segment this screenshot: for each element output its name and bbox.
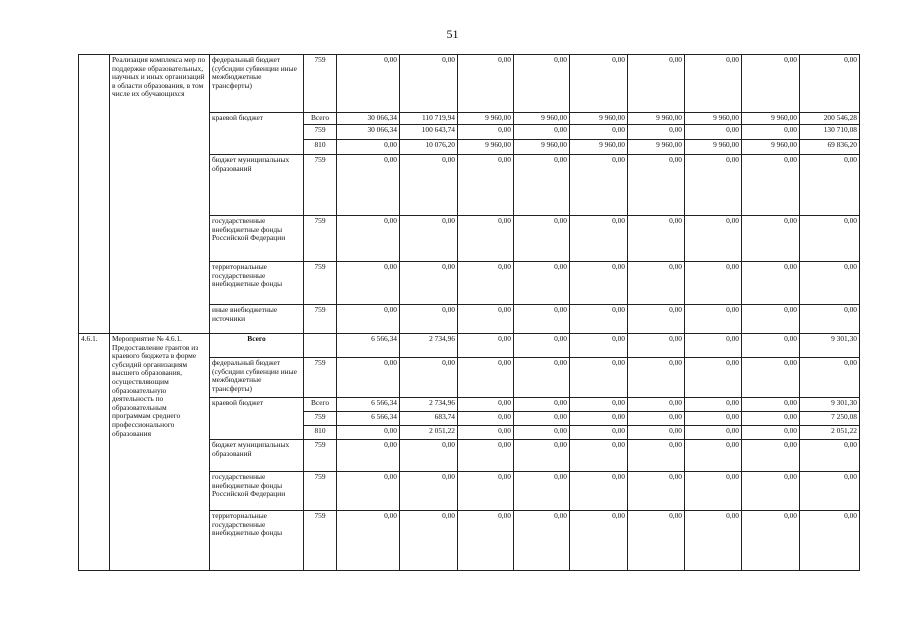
- value-cell: 0,00: [570, 125, 628, 140]
- value-cell: 0,00: [800, 216, 860, 262]
- value-cell: 0,00: [400, 440, 458, 472]
- code-cell: 759: [304, 472, 337, 511]
- value-cell: 0,00: [337, 140, 400, 155]
- value-cell: 0,00: [685, 305, 742, 334]
- value-cell: 0,00: [628, 125, 685, 140]
- value-cell: 0,00: [800, 305, 860, 334]
- value-cell: 0,00: [742, 398, 800, 412]
- value-cell: 0,00: [514, 426, 570, 440]
- code-cell: 759: [304, 125, 337, 140]
- item-index: [79, 55, 110, 334]
- table-row: [79, 334, 860, 358]
- value-cell: 0,00: [628, 511, 685, 571]
- value-cell: 0,00: [337, 216, 400, 262]
- value-cell: 69 836,20: [800, 140, 860, 155]
- value-cell: 0,00: [742, 334, 800, 358]
- value-cell: 0,00: [514, 216, 570, 262]
- item-description: Мероприятие № 4.6.1. Предоставление грантов из краевого бюджета в форме субсидий организациям высшего образования, осуществляющим образовательную деятельность по образовательным программам среднего профессионального образования: [110, 334, 210, 571]
- value-cell: 0,00: [458, 125, 514, 140]
- value-cell: 9 960,00: [685, 140, 742, 155]
- value-cell: 0,00: [628, 412, 685, 426]
- source-label: федеральный бюджет (субсидии субвенции иные межбюджетные трансферты): [210, 55, 304, 113]
- value-cell: 110 719,94: [400, 113, 458, 125]
- value-cell: 0,00: [742, 216, 800, 262]
- total-label: Всего: [210, 334, 304, 358]
- value-cell: 0,00: [514, 155, 570, 216]
- value-cell: 0,00: [570, 55, 628, 113]
- value-cell: 30 066,34: [337, 125, 400, 140]
- value-cell: 0,00: [628, 305, 685, 334]
- budget-table: [78, 54, 860, 571]
- value-cell: 0,00: [742, 511, 800, 571]
- code-cell: Всего: [304, 113, 337, 125]
- value-cell: 0,00: [800, 155, 860, 216]
- value-cell: 0,00: [742, 358, 800, 398]
- value-cell: 6 566,34: [337, 334, 400, 358]
- value-cell: 0,00: [570, 358, 628, 398]
- value-cell: 100 643,74: [400, 125, 458, 140]
- value-cell: 0,00: [628, 216, 685, 262]
- value-cell: 0,00: [337, 305, 400, 334]
- value-cell: 0,00: [742, 472, 800, 511]
- value-cell: 0,00: [337, 55, 400, 113]
- value-cell: 0,00: [337, 155, 400, 216]
- value-cell: 0,00: [685, 262, 742, 305]
- value-cell: 0,00: [800, 358, 860, 398]
- value-cell: 0,00: [570, 216, 628, 262]
- value-cell: 9 960,00: [514, 140, 570, 155]
- source-label: краевой бюджет: [210, 113, 304, 155]
- table-row: [79, 55, 860, 113]
- value-cell: 2 734,96: [400, 398, 458, 412]
- value-cell: 0,00: [742, 305, 800, 334]
- code-cell: 810: [304, 140, 337, 155]
- value-cell: 0,00: [400, 216, 458, 262]
- source-label: территориальные государственные внебюджетные фонды: [210, 262, 304, 305]
- value-cell: 0,00: [514, 334, 570, 358]
- value-cell: 2 734,96: [400, 334, 458, 358]
- value-cell: 0,00: [800, 55, 860, 113]
- page-number: 51: [446, 27, 459, 41]
- value-cell: 0,00: [458, 398, 514, 412]
- value-cell: 0,00: [570, 155, 628, 216]
- value-cell: 0,00: [570, 398, 628, 412]
- value-cell: 0,00: [458, 216, 514, 262]
- code-cell: Всего: [304, 398, 337, 412]
- value-cell: 0,00: [800, 440, 860, 472]
- value-cell: 0,00: [685, 398, 742, 412]
- value-cell: 0,00: [458, 412, 514, 426]
- value-cell: 0,00: [514, 262, 570, 305]
- value-cell: 0,00: [628, 334, 685, 358]
- item-index: 4.6.1.: [79, 334, 110, 571]
- value-cell: 0,00: [458, 55, 514, 113]
- code-cell: 759: [304, 216, 337, 262]
- value-cell: 9 960,00: [628, 113, 685, 125]
- value-cell: 2 051,22: [400, 426, 458, 440]
- value-cell: 0,00: [800, 262, 860, 305]
- value-cell: 0,00: [514, 440, 570, 472]
- value-cell: 0,00: [458, 426, 514, 440]
- value-cell: 0,00: [458, 305, 514, 334]
- value-cell: 0,00: [685, 412, 742, 426]
- value-cell: 9 960,00: [570, 113, 628, 125]
- value-cell: 0,00: [400, 262, 458, 305]
- value-cell: 0,00: [628, 55, 685, 113]
- source-label: государственные внебюджетные фонды Российской Федерации: [210, 472, 304, 511]
- value-cell: 0,00: [685, 125, 742, 140]
- value-cell: 0,00: [337, 472, 400, 511]
- source-label: иные внебюджетные источники: [210, 305, 304, 334]
- value-cell: 0,00: [800, 472, 860, 511]
- value-cell: 0,00: [685, 472, 742, 511]
- source-label: бюджет муниципальных образований: [210, 440, 304, 472]
- value-cell: 0,00: [400, 155, 458, 216]
- value-cell: 0,00: [685, 511, 742, 571]
- value-cell: 0,00: [400, 305, 458, 334]
- value-cell: 0,00: [628, 426, 685, 440]
- value-cell: 0,00: [570, 412, 628, 426]
- value-cell: 0,00: [570, 472, 628, 511]
- source-label: территориальные государственные внебюджетные фонды: [210, 511, 304, 571]
- value-cell: 9 960,00: [742, 113, 800, 125]
- value-cell: 0,00: [458, 334, 514, 358]
- value-cell: 130 710,08: [800, 125, 860, 140]
- value-cell: 0,00: [514, 398, 570, 412]
- value-cell: 0,00: [570, 426, 628, 440]
- value-cell: 0,00: [400, 472, 458, 511]
- source-label: краевой бюджет: [210, 398, 304, 440]
- value-cell: 0,00: [742, 55, 800, 113]
- value-cell: 0,00: [570, 440, 628, 472]
- value-cell: 2 051,22: [800, 426, 860, 440]
- value-cell: 0,00: [742, 412, 800, 426]
- value-cell: 0,00: [742, 426, 800, 440]
- value-cell: 0,00: [458, 511, 514, 571]
- code-cell: 759: [304, 155, 337, 216]
- value-cell: 0,00: [742, 125, 800, 140]
- value-cell: 0,00: [570, 262, 628, 305]
- source-label: федеральный бюджет (субсидии субвенции иные межбюджетные трансферты): [210, 358, 304, 398]
- value-cell: 0,00: [458, 472, 514, 511]
- value-cell: 10 076,20: [400, 140, 458, 155]
- value-cell: 9 960,00: [742, 140, 800, 155]
- code-cell: 759: [304, 305, 337, 334]
- value-cell: 0,00: [628, 440, 685, 472]
- value-cell: 0,00: [570, 305, 628, 334]
- value-cell: 0,00: [458, 155, 514, 216]
- value-cell: 0,00: [514, 358, 570, 398]
- value-cell: 0,00: [570, 334, 628, 358]
- value-cell: 0,00: [514, 55, 570, 113]
- value-cell: 0,00: [628, 155, 685, 216]
- code-cell: 810: [304, 426, 337, 440]
- value-cell: 0,00: [628, 358, 685, 398]
- value-cell: 9 960,00: [685, 113, 742, 125]
- value-cell: 6 566,34: [337, 398, 400, 412]
- value-cell: 9 960,00: [570, 140, 628, 155]
- value-cell: 0,00: [458, 358, 514, 398]
- value-cell: 0,00: [628, 398, 685, 412]
- value-cell: 9 960,00: [458, 140, 514, 155]
- value-cell: 0,00: [337, 262, 400, 305]
- value-cell: 0,00: [742, 440, 800, 472]
- value-cell: 0,00: [458, 262, 514, 305]
- value-cell: 0,00: [400, 55, 458, 113]
- value-cell: 0,00: [514, 412, 570, 426]
- value-cell: 0,00: [685, 55, 742, 113]
- value-cell: 683,74: [400, 412, 458, 426]
- value-cell: 0,00: [685, 334, 742, 358]
- value-cell: 0,00: [337, 511, 400, 571]
- value-cell: 0,00: [742, 262, 800, 305]
- value-cell: 9 960,00: [514, 113, 570, 125]
- value-cell: 9 301,30: [800, 398, 860, 412]
- value-cell: 0,00: [337, 426, 400, 440]
- value-cell: 9 301,30: [800, 334, 860, 358]
- code-cell: 759: [304, 511, 337, 571]
- value-cell: 0,00: [514, 305, 570, 334]
- value-cell: 0,00: [514, 125, 570, 140]
- value-cell: 0,00: [628, 472, 685, 511]
- source-label: бюджет муниципальных образований: [210, 155, 304, 216]
- value-cell: 0,00: [628, 262, 685, 305]
- code-cell: 759: [304, 262, 337, 305]
- value-cell: 0,00: [685, 426, 742, 440]
- value-cell: 0,00: [458, 440, 514, 472]
- value-cell: 0,00: [742, 155, 800, 216]
- value-cell: 0,00: [400, 511, 458, 571]
- code-cell: 759: [304, 412, 337, 426]
- value-cell: 9 960,00: [628, 140, 685, 155]
- value-cell: 0,00: [400, 358, 458, 398]
- code-cell: 759: [304, 440, 337, 472]
- code-cell: 759: [304, 358, 337, 398]
- value-cell: 0,00: [337, 358, 400, 398]
- code-cell: [304, 334, 337, 358]
- value-cell: 0,00: [685, 358, 742, 398]
- value-cell: 0,00: [685, 155, 742, 216]
- value-cell: 0,00: [685, 216, 742, 262]
- value-cell: 0,00: [570, 511, 628, 571]
- value-cell: 0,00: [514, 511, 570, 571]
- value-cell: 200 546,28: [800, 113, 860, 125]
- value-cell: 6 566,34: [337, 412, 400, 426]
- item-description: Реализация комплекса мер по поддержке образовательных, научных и иных организаций в области образования, в том числе их обучающихся: [110, 55, 210, 334]
- value-cell: 0,00: [685, 440, 742, 472]
- value-cell: 0,00: [337, 440, 400, 472]
- value-cell: 7 250,08: [800, 412, 860, 426]
- value-cell: 9 960,00: [458, 113, 514, 125]
- source-label: государственные внебюджетные фонды Российской Федерации: [210, 216, 304, 262]
- value-cell: 0,00: [514, 472, 570, 511]
- value-cell: 30 066,34: [337, 113, 400, 125]
- code-cell: 759: [304, 55, 337, 113]
- value-cell: 0,00: [800, 511, 860, 571]
